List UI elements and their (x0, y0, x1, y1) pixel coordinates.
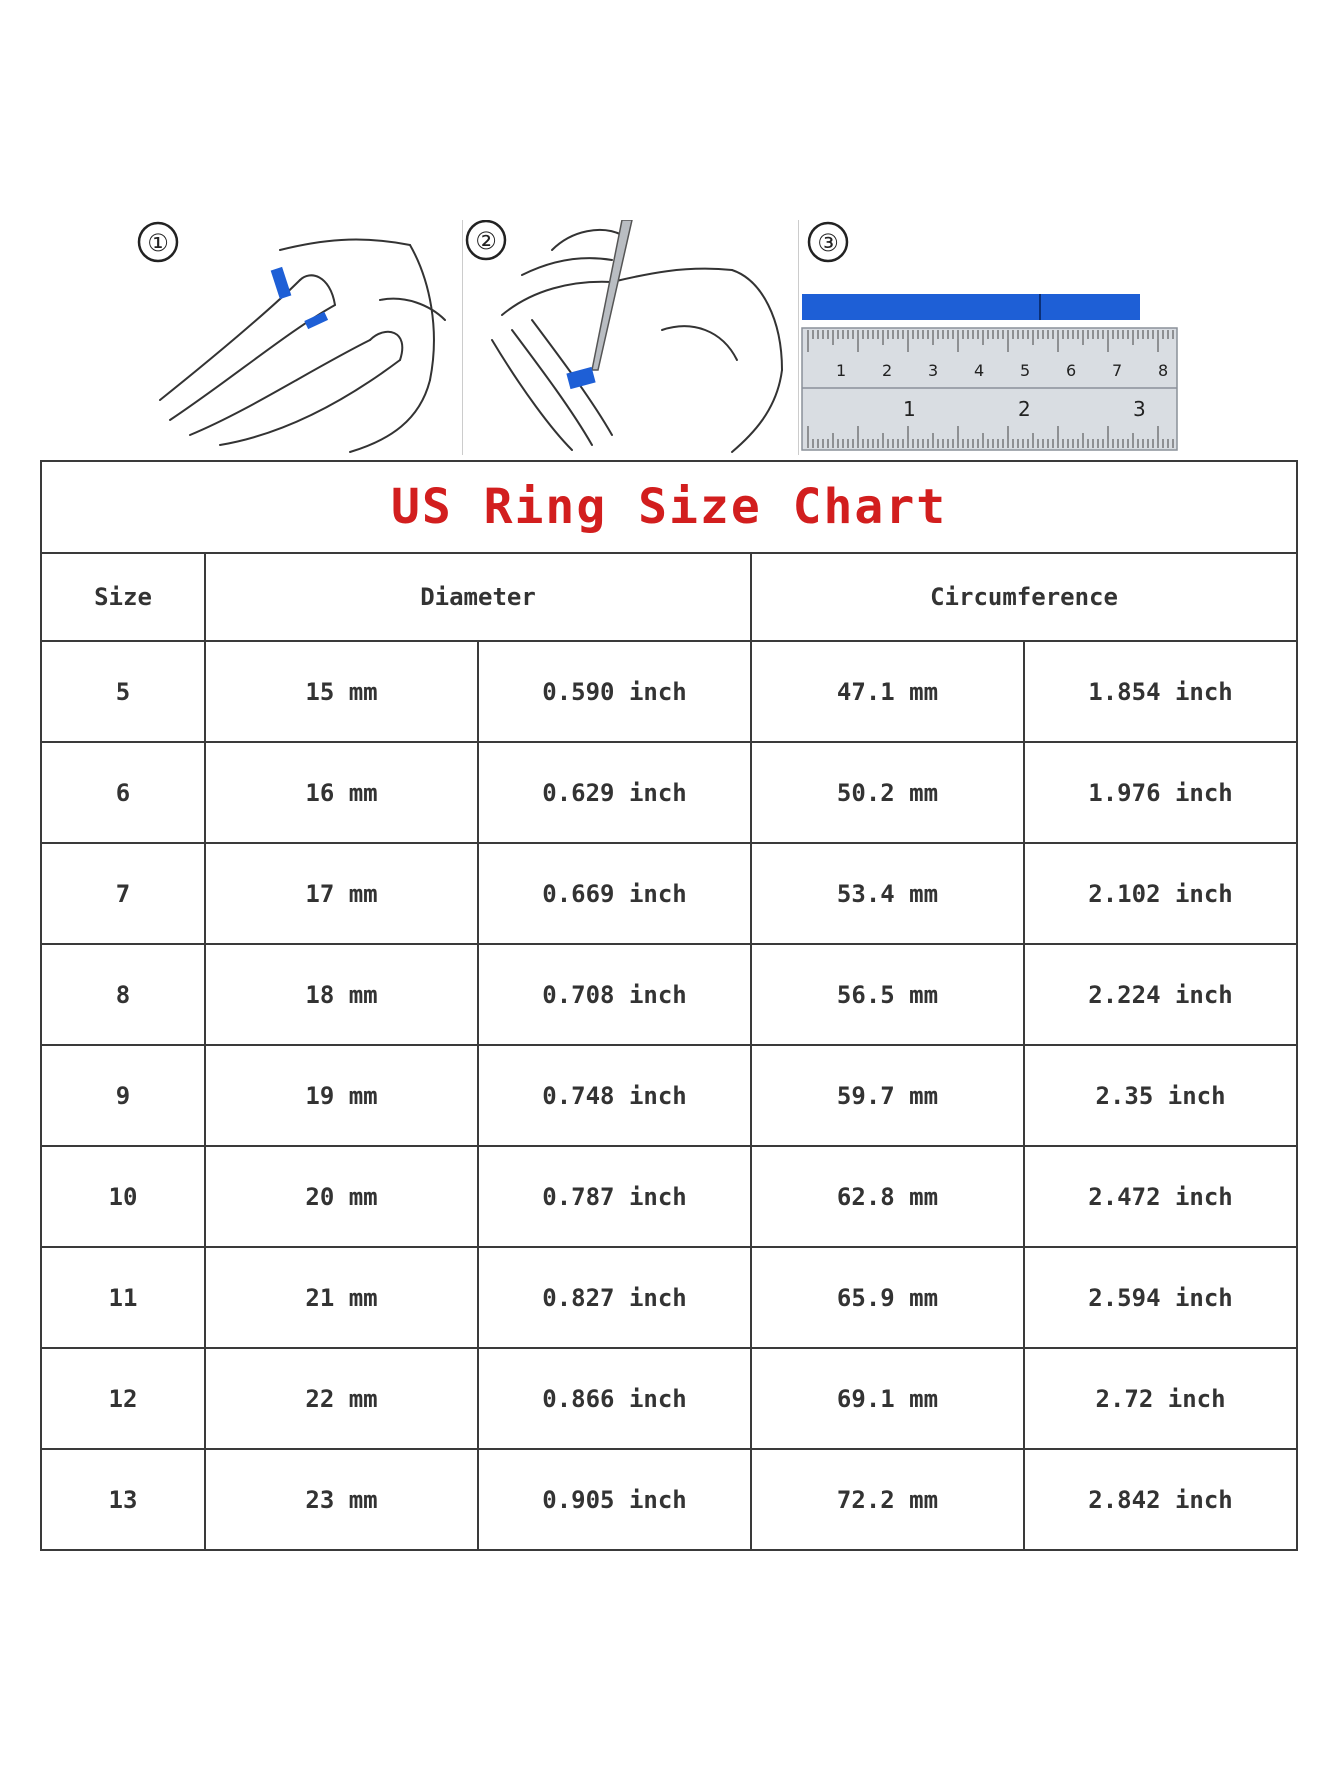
circumference-mm-cell: 62.8 mm (751, 1146, 1024, 1247)
ruler-cm-label: 1 (836, 361, 847, 380)
ruler-illustration (798, 220, 1180, 455)
measurement-steps (130, 220, 1180, 455)
diameter-mm-cell: 21 mm (205, 1247, 478, 1348)
chart-title: US Ring Size Chart (41, 461, 1297, 553)
diameter-mm-cell: 17 mm (205, 843, 478, 944)
circumference-inch-cell: 2.472 inch (1024, 1146, 1297, 1247)
circumference-inch-cell: 1.854 inch (1024, 641, 1297, 742)
table-row (41, 1045, 1297, 1146)
ruler-cm-label: 8 (1158, 361, 1169, 380)
step-3-number: ③ (817, 229, 839, 257)
size-cell: 12 (41, 1348, 205, 1449)
circumference-inch-cell: 2.594 inch (1024, 1247, 1297, 1348)
ruler-inch-label: 3 (1133, 397, 1146, 421)
table-row (41, 1348, 1297, 1449)
circumference-inch-cell: 2.224 inch (1024, 944, 1297, 1045)
diameter-mm-cell: 19 mm (205, 1045, 478, 1146)
circumference-mm-cell: 65.9 mm (751, 1247, 1024, 1348)
table-row (41, 1146, 1297, 1247)
ruler-cm-label: 7 (1112, 361, 1123, 380)
circumference-inch-cell: 1.976 inch (1024, 742, 1297, 843)
size-cell: 5 (41, 641, 205, 742)
diameter-inch-cell: 0.708 inch (478, 944, 751, 1045)
circumference-mm-cell: 53.4 mm (751, 843, 1024, 944)
diameter-mm-cell: 20 mm (205, 1146, 478, 1247)
diameter-inch-cell: 0.787 inch (478, 1146, 751, 1247)
table-row (41, 742, 1297, 843)
header-diameter: Diameter (205, 553, 751, 641)
ruler-cm-label: 3 (928, 361, 939, 380)
size-cell: 6 (41, 742, 205, 843)
diameter-mm-cell: 22 mm (205, 1348, 478, 1449)
ruler-cm-label: 4 (974, 361, 985, 380)
ring-size-chart (40, 460, 1296, 1551)
ring-size-table (40, 460, 1298, 1551)
size-cell: 8 (41, 944, 205, 1045)
circumference-inch-cell: 2.35 inch (1024, 1045, 1297, 1146)
size-cell: 11 (41, 1247, 205, 1348)
table-row (41, 843, 1297, 944)
diameter-mm-cell: 18 mm (205, 944, 478, 1045)
diameter-mm-cell: 16 mm (205, 742, 478, 843)
circumference-mm-cell: 69.1 mm (751, 1348, 1024, 1449)
table-row (41, 944, 1297, 1045)
size-cell: 7 (41, 843, 205, 944)
circumference-inch-cell: 2.102 inch (1024, 843, 1297, 944)
circumference-mm-cell: 50.2 mm (751, 742, 1024, 843)
header-circumference: Circumference (751, 553, 1297, 641)
diameter-inch-cell: 0.748 inch (478, 1045, 751, 1146)
ruler-cm-label: 6 (1066, 361, 1077, 380)
step-3-panel (798, 220, 1180, 455)
header-size: Size (41, 553, 205, 641)
circumference-mm-cell: 47.1 mm (751, 641, 1024, 742)
diameter-inch-cell: 0.590 inch (478, 641, 751, 742)
diameter-inch-cell: 0.827 inch (478, 1247, 751, 1348)
size-cell: 13 (41, 1449, 205, 1550)
step-1-panel (130, 220, 460, 455)
circumference-mm-cell: 72.2 mm (751, 1449, 1024, 1550)
circumference-inch-cell: 2.842 inch (1024, 1449, 1297, 1550)
diameter-inch-cell: 0.629 inch (478, 742, 751, 843)
hand-wrap-illustration (130, 220, 460, 455)
step-2-panel (462, 220, 796, 455)
step-2-number: ② (475, 227, 497, 255)
ruler-inch-label: 1 (903, 397, 916, 421)
diameter-inch-cell: 0.905 inch (478, 1449, 751, 1550)
diameter-mm-cell: 15 mm (205, 641, 478, 742)
table-row (41, 1247, 1297, 1348)
table-row (41, 1449, 1297, 1550)
circumference-inch-cell: 2.72 inch (1024, 1348, 1297, 1449)
step-1-number: ① (147, 229, 169, 257)
circumference-mm-cell: 59.7 mm (751, 1045, 1024, 1146)
diameter-inch-cell: 0.866 inch (478, 1348, 751, 1449)
pen-marking-illustration (462, 220, 796, 455)
diameter-inch-cell: 0.669 inch (478, 843, 751, 944)
measuring-tape (802, 294, 1140, 320)
size-cell: 9 (41, 1045, 205, 1146)
table-row (41, 641, 1297, 742)
circumference-mm-cell: 56.5 mm (751, 944, 1024, 1045)
ruler-inch-label: 2 (1018, 397, 1031, 421)
ruler-cm-label: 2 (882, 361, 893, 380)
ruler-cm-label: 5 (1020, 361, 1031, 380)
size-cell: 10 (41, 1146, 205, 1247)
diameter-mm-cell: 23 mm (205, 1449, 478, 1550)
